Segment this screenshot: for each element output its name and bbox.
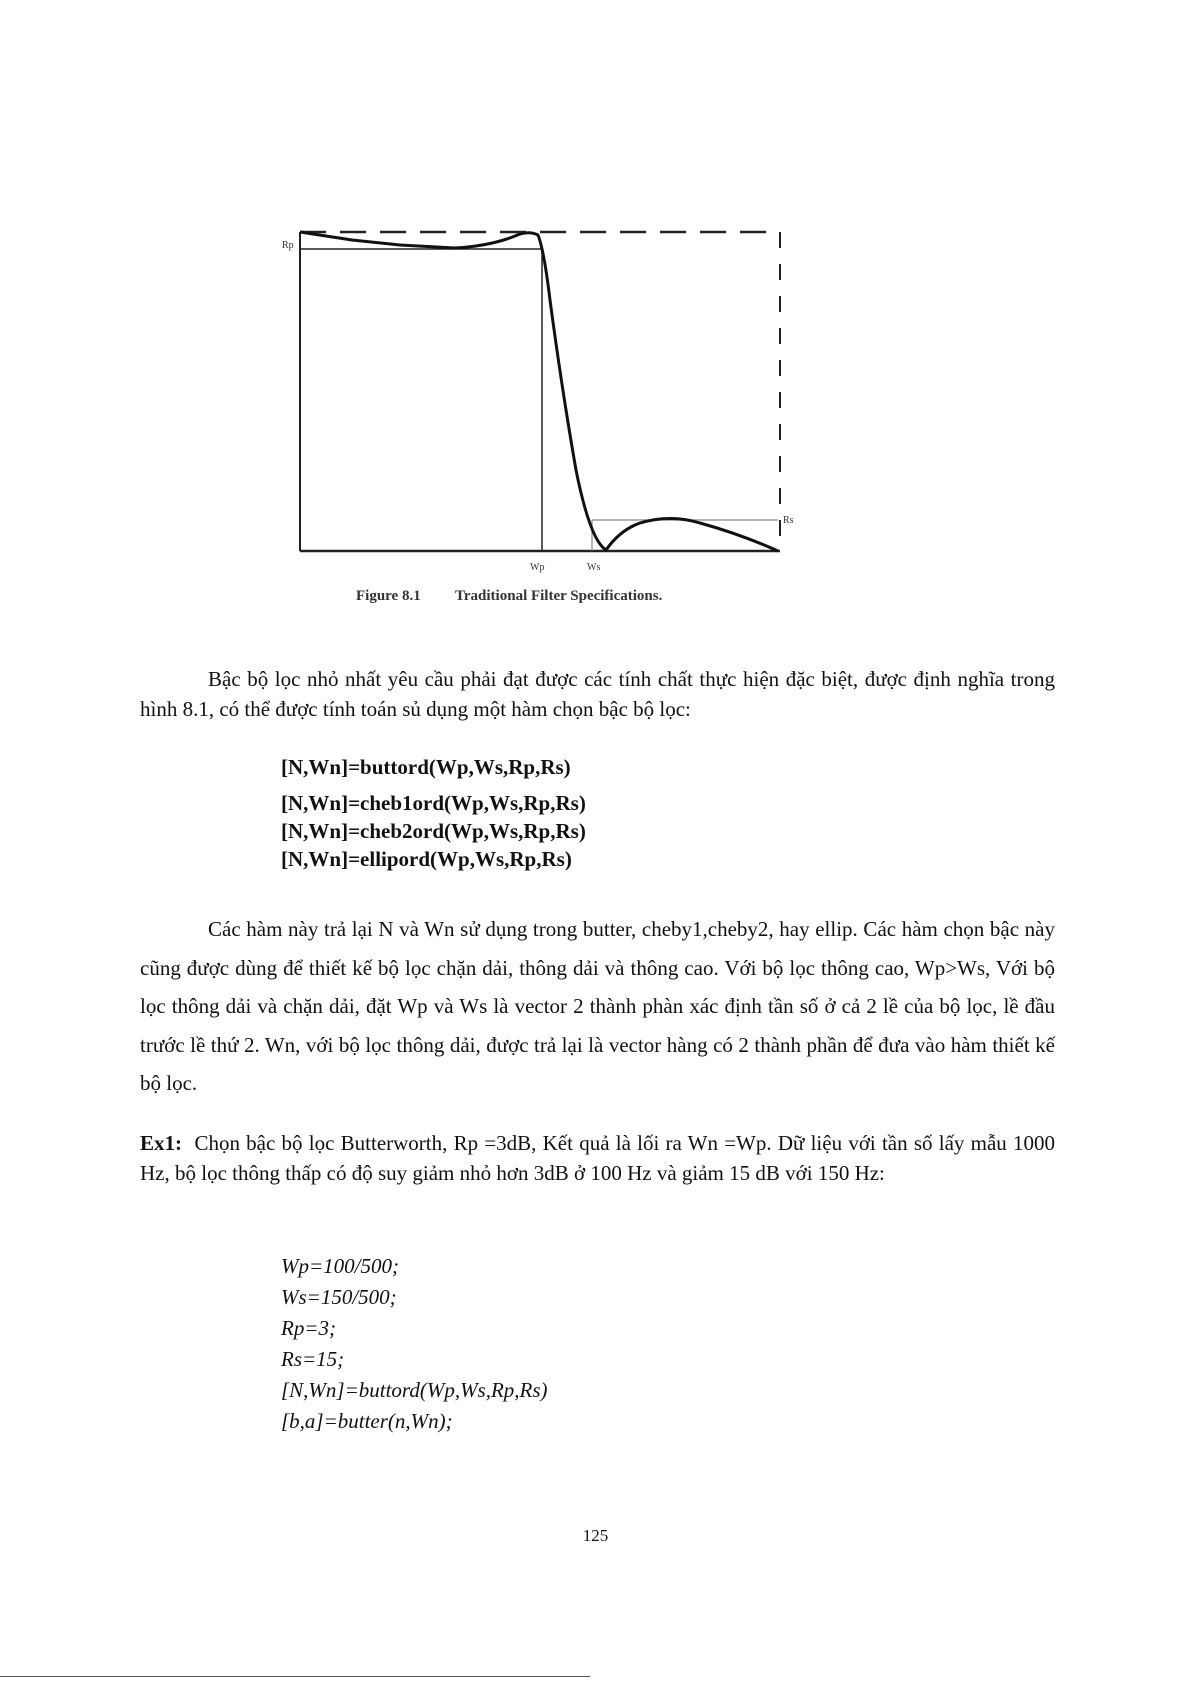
intro-text: Bậc bộ lọc nhỏ nhất yêu cầu phải đạt được các tính chất thực hiện đặc biệt, được định nghĩa trong hình 8.1, có thể được tính toán sủ dụng một hàm chọn bậc bộ lọc:	[140, 667, 1055, 721]
rp-label: Rp	[282, 240, 294, 251]
figure-number: Figure 8.1	[356, 588, 421, 604]
code-line: [N,Wn]=buttord(Wp,Ws,Rp,Rs)	[281, 1378, 548, 1402]
example-paragraph	[140, 1128, 1055, 1188]
example-text: Chọn bậc bộ lọc Butterworth, Rp =3dB, Kết quả là lối ra Wn =Wp. Dữ liệu với tần số lấy mẫu 1000 Hz, bộ lọc thông thấp có độ suy giảm nhỏ hơn 3dB ở 100 Hz và giảm 15 dB với 150 Hz:	[140, 1131, 1055, 1185]
wp-label: Wp	[530, 562, 545, 573]
ws-label: Ws	[587, 562, 601, 573]
description-text: Các hàm này trả lại N và Wn sử dụng trong butter, cheby1,cheby2, hay ellip. Các hàm chọn bậc này cũng được dùng để thiết kế bộ lọc chặn dải, thông dải và thông cao. Với bộ lọc thông cao, Wp>Ws, Với bộ lọc thông dải và chặn dải, đặt Wp và Ws là vector 2 thành phàn xác định tần số ở cả 2 lề của bộ lọc, lề đầu trước lề thứ 2. Wn, với bộ lọc thông dải, được trả lại là vector hàng có 2 thành phần để đưa vào hàm thiết kế bộ lọc.	[140, 917, 1055, 1095]
order-functions-list	[281, 753, 586, 873]
footer-rule	[0, 1676, 590, 1677]
example-label: Ex1:	[140, 1131, 182, 1155]
code-line: Rp=3;	[281, 1316, 336, 1340]
filter-spec-diagram	[280, 230, 860, 650]
function-cheb2ord: [N,Wn]=cheb2ord(Wp,Ws,Rp,Rs)	[281, 819, 586, 843]
code-block	[281, 1251, 548, 1437]
intro-paragraph	[140, 664, 1055, 724]
figure-caption: Traditional Filter Specifications.	[455, 588, 663, 604]
code-line: Ws=150/500;	[281, 1285, 397, 1309]
filter-spec-figure	[280, 230, 860, 650]
rs-label: Rs	[783, 515, 794, 526]
code-line: Rs=15;	[281, 1347, 345, 1371]
code-line: Wp=100/500;	[281, 1254, 399, 1278]
code-line: [b,a]=butter(n,Wn);	[281, 1409, 453, 1433]
function-cheb1ord: [N,Wn]=cheb1ord(Wp,Ws,Rp,Rs)	[281, 791, 586, 815]
function-ellipord: [N,Wn]=ellipord(Wp,Ws,Rp,Rs)	[281, 847, 572, 871]
page-number: 125	[582, 1526, 609, 1545]
description-paragraph	[140, 910, 1055, 1103]
function-buttord: [N,Wn]=buttord(Wp,Ws,Rp,Rs)	[281, 755, 571, 779]
filter-response-curve	[300, 232, 778, 551]
